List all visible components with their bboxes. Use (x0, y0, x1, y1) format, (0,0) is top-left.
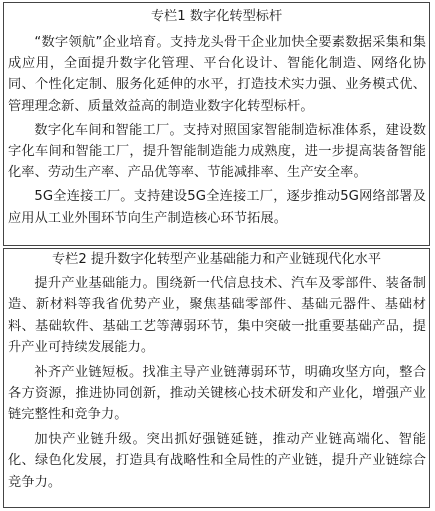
column-2-paragraph-2: 补齐产业链短板。找准主导产业链薄弱环节，明确攻坚方向，整合各方资源，推进协同创新，推动关键核心技术研发和产业化，增强产业链完整性和竞争力。 (8, 364, 426, 423)
column-2-title: 专栏2 提升数字化转型产业基础能力和产业链现代化水平 (51, 252, 382, 267)
column-box-1 (3, 2, 430, 246)
column-2-paragraph-1: 提升产业基础能力。围绕新一代信息技术、汽车及零部件、装备制造、新材料等我省优势产业，聚焦基础零部件、基础元器件、基础材料、基础软件、基础工艺等薄弱环节，集中突破一批重要基础产品，提升产业可持续发展能力。 (8, 276, 426, 356)
column-1-paragraph-2: 数字化车间和智能工厂。支持对照国家智能制造标准体系，建设数字化车间和智能工厂，提升智能制造能力成熟度，进一步提高装备智能化率、劳动生产率、产品优等率、节能减排率、生产安全率。 (8, 122, 426, 181)
column-box-2 (3, 248, 430, 508)
column-2-paragraph-3: 加快产业链升级。突出抓好强链延链，推动产业链高端化、智能化、绿色化发展，打造具有战略性和全局性的产业链，提升产业链综合竞争力。 (8, 431, 426, 490)
column-1-title: 专栏1 数字化转型标杆 (150, 9, 283, 24)
column-1-paragraph-1: “数字领航”企业培育。支持龙头骨干企业加快全要素数据采集和集成应用，全面提升数字化管理、平台化设计、智能化制造、网络化协同、个性化定制、服务化延伸的水平，打造技术实力强、业务模式优、管理理念新、质量效益高的制造业数字化转型标杆。 (8, 35, 426, 114)
column-1-paragraph-3: 5G全连接工厂。支持建设5G全连接工厂，逐步推动5G网络部署及应用从工业外围环节向生产制造核心环节拓展。 (8, 189, 426, 226)
